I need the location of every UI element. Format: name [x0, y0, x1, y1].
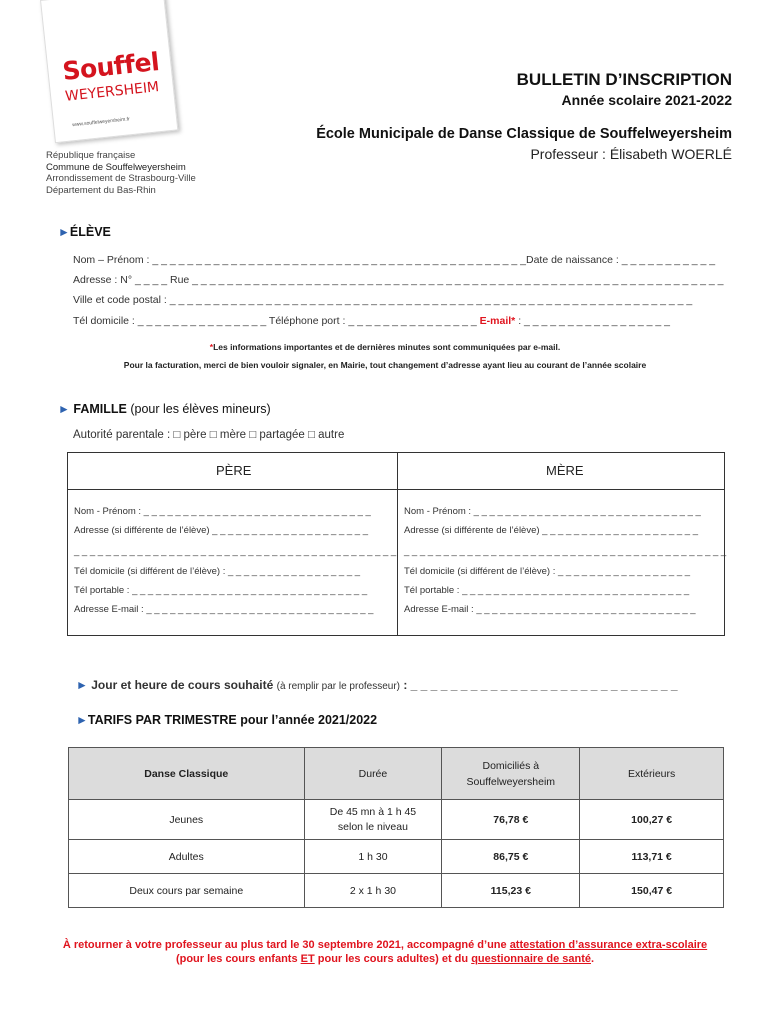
famille-table [67, 452, 725, 636]
mere-adresse-field[interactable]: Adresse (si différente de l’élève) _ _ _ _ _ _ _ _ _ _ _ _ _ _ _ _ _ _ _ _ [404, 525, 698, 536]
admin-line: Département du Bas-Rhin [46, 184, 156, 196]
row-ext: 100,27 € [580, 800, 724, 840]
logo-brand: Souffel [61, 46, 161, 86]
row-dom: 115,23 € [442, 874, 580, 908]
final-text: (pour les cours enfants [175, 953, 301, 965]
cours-line: : _ _ _ _ _ _ _ _ _ _ _ _ _ _ _ _ _ _ _ _ _ _ _ _ _ _ _ [400, 678, 678, 692]
pere-adresse-field[interactable]: Adresse (si différente de l’élève) _ _ _ _ _ _ _ _ _ _ _ _ _ _ _ _ _ _ _ _ [74, 525, 368, 536]
mere-tel-portable-field[interactable]: Tél portable : _ _ _ _ _ _ _ _ _ _ _ _ _ _ _ _ _ _ _ _ _ _ _ _ _ _ _ _ _ [404, 585, 690, 596]
school-year: Année scolaire 2021-2022 [561, 92, 732, 108]
admin-line: République française [46, 150, 136, 161]
row-duree: De 45 mn à 1 h 45 selon le niveau [304, 800, 442, 840]
eleve-tel-text: Tél domicile : _ _ _ _ _ _ _ _ _ _ _ _ _ _ _ Téléphone port : _ _ _ _ _ _ _ _ _ _ _ _ _ _ _ [73, 315, 480, 327]
mere-adresse-line2[interactable]: _ _ _ _ _ _ _ _ _ _ _ _ _ _ _ _ _ _ _ _ _ _ _ _ _ _ _ _ _ _ _ _ _ _ _ _ _ _ _ _ _ [404, 546, 727, 557]
section-tarifs-label: TARIFS PAR TRIMESTRE pour l’année 2021/2022 [87, 713, 378, 727]
admin-block [46, 150, 196, 196]
section-eleve [58, 225, 111, 239]
row-name: Adultes [69, 840, 305, 874]
arrow-right-icon: ► [58, 402, 70, 416]
mere-header: MÈRE [546, 463, 584, 478]
final-emph: ET [300, 953, 315, 965]
col-header: Domiciliés à Souffelweyersheim [442, 748, 580, 800]
section-tarifs [76, 713, 377, 727]
pere-header: PÈRE [216, 463, 252, 478]
autorite-parentale[interactable]: Autorité parentale : □ père □ mère □ partagée □ autre [73, 429, 345, 441]
logo-sub: WEYERSHEIM [64, 79, 160, 105]
mere-nom-field[interactable]: Nom - Prénom : _ _ _ _ _ _ _ _ _ _ _ _ _ _ _ _ _ _ _ _ _ _ _ _ _ _ _ _ _ [404, 506, 701, 517]
note-email [0, 342, 770, 352]
divider [397, 453, 398, 635]
admin-line: Arrondissement de Strasbourg-Ville [46, 173, 196, 184]
table-header-row [69, 748, 724, 800]
row-duree: 2 x 1 h 30 [304, 874, 442, 908]
final-text: À retourner à votre professeur au plus tard le 30 septembre 2021, accompagné d’une [62, 939, 510, 951]
final-text: pour les cours adultes) et du [314, 953, 472, 965]
final-link-assurance: attestation d’assurance extra-scolaire [509, 939, 708, 951]
final-text: . [591, 953, 595, 965]
table-row [69, 840, 724, 874]
pere-nom-field[interactable]: Nom - Prénom : _ _ _ _ _ _ _ _ _ _ _ _ _ _ _ _ _ _ _ _ _ _ _ _ _ _ _ _ _ [74, 506, 371, 517]
row-dom: 86,75 € [442, 840, 580, 874]
note-facturation: Pour la facturation, merci de bien vouloir signaler, en Mairie, tout changement d’adresse ayant lieu au courant de l’année scolaire [123, 360, 647, 370]
section-eleve-label: ÉLÈVE [69, 225, 111, 239]
final-link-questionnaire: questionnaire de santé [471, 953, 591, 965]
logo [40, 0, 178, 143]
eleve-adresse-field[interactable]: Adresse : N° _ _ _ _ Rue _ _ _ _ _ _ _ _ _ _ _ _ _ _ _ _ _ _ _ _ _ _ _ _ _ _ _ _ _ _ _ _ _ _ _ _ _ _ _ _ _ _ _ _ _ _ _ _ _ _ _ _ _ _ _ _ _ _ _ _ _ [73, 274, 724, 286]
tarifs-table [68, 747, 724, 908]
logo-url: www.souffelweyersheim.fr [71, 116, 130, 129]
row-name: Deux cours par semaine [69, 874, 305, 908]
pere-tel-domicile-field[interactable]: Tél domicile (si différent de l’élève) : _ _ _ _ _ _ _ _ _ _ _ _ _ _ _ _ _ [74, 566, 361, 577]
email-line: : _ _ _ _ _ _ _ _ _ _ _ _ _ _ _ _ _ [515, 315, 670, 327]
section-famille-label: FAMILLE [73, 402, 127, 416]
note-email-text: Les informations importantes et de dernières minutes sont communiquées par e-mail. [213, 342, 561, 352]
row-ext: 113,71 € [580, 840, 724, 874]
eleve-nom-field[interactable]: Nom – Prénom : _ _ _ _ _ _ _ _ _ _ _ _ _ _ _ _ _ _ _ _ _ _ _ _ _ _ _ _ _ _ _ _ _ _ _ _ _ _ _ _ _ _ _Date de naissance : _ _ _ _ _ _ _ _ _ _ _ [73, 254, 716, 266]
mere-email-field[interactable]: Adresse E-mail : _ _ _ _ _ _ _ _ _ _ _ _ _ _ _ _ _ _ _ _ _ _ _ _ _ _ _ _ [404, 604, 696, 615]
col-header: Danse Classique [69, 748, 305, 800]
section-famille-sub: (pour les élèves mineurs) [130, 402, 271, 416]
table-row [69, 874, 724, 908]
return-instructions [0, 938, 770, 966]
cours-label: Jour et heure de cours souhaité [91, 678, 274, 692]
pere-email-field[interactable]: Adresse E-mail : _ _ _ _ _ _ _ _ _ _ _ _ _ _ _ _ _ _ _ _ _ _ _ _ _ _ _ _ _ [74, 604, 374, 615]
divider [68, 489, 724, 490]
eleve-ville-field[interactable]: Ville et code postal : _ _ _ _ _ _ _ _ _ _ _ _ _ _ _ _ _ _ _ _ _ _ _ _ _ _ _ _ _ _ _ _ _ _ _ _ _ _ _ _ _ _ _ _ _ _ _ _ _ _ _ _ _ _ _ _ _ _ _ _ [73, 294, 693, 306]
col-header: Durée [304, 748, 442, 800]
row-ext: 150,47 € [580, 874, 724, 908]
school-name: École Municipale de Danse Classique de Souffelweyersheim [316, 126, 732, 142]
pere-tel-portable-field[interactable]: Tél portable : _ _ _ _ _ _ _ _ _ _ _ _ _ _ _ _ _ _ _ _ _ _ _ _ _ _ _ _ _ _ [74, 585, 368, 596]
row-dom: 76,78 € [442, 800, 580, 840]
note-star: * [209, 342, 214, 352]
page-title: BULLETIN D’INSCRIPTION [516, 70, 732, 89]
row-name: Jeunes [69, 800, 305, 840]
eleve-tel-field[interactable] [73, 315, 670, 327]
cours-souhaite-field[interactable] [76, 678, 678, 692]
email-label: E-mail* [479, 315, 516, 327]
admin-line: Commune de Souffelweyersheim [46, 161, 186, 173]
row-duree: 1 h 30 [304, 840, 442, 874]
table-row [69, 800, 724, 840]
section-famille [58, 402, 271, 416]
arrow-right-icon: ► [76, 713, 88, 727]
professor: Professeur : Élisabeth WOERLÉ [530, 146, 732, 162]
col-header: Extérieurs [580, 748, 724, 800]
mere-tel-domicile-field[interactable]: Tél domicile (si différent de l’élève) : _ _ _ _ _ _ _ _ _ _ _ _ _ _ _ _ _ [404, 566, 691, 577]
arrow-right-icon: ► [76, 678, 88, 692]
pere-adresse-line2[interactable]: _ _ _ _ _ _ _ _ _ _ _ _ _ _ _ _ _ _ _ _ _ _ _ _ _ _ _ _ _ _ _ _ _ _ _ _ _ _ _ _ _ [74, 546, 397, 557]
cours-sub: (à remplir par le professeur) [276, 681, 400, 692]
arrow-right-icon: ► [58, 225, 70, 239]
